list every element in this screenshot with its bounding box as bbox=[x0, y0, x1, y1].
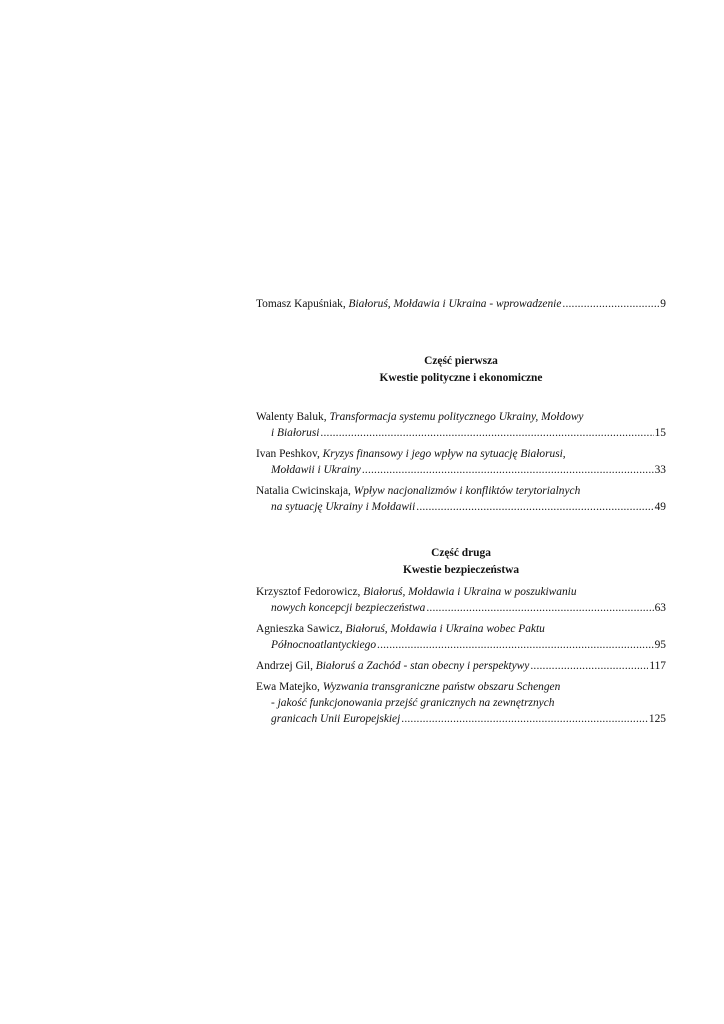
entry-title-continued: granicach Unii Europejskiej bbox=[271, 713, 401, 725]
dot-leader bbox=[362, 462, 654, 478]
dot-leader bbox=[530, 658, 648, 674]
dot-leader bbox=[377, 637, 654, 653]
entry-author: Andrzej Gil, bbox=[256, 660, 313, 672]
table-of-contents bbox=[256, 296, 666, 727]
toc-entry bbox=[256, 679, 666, 727]
entry-title: Wpływ nacjonalizmów i konfliktów terytorialnych bbox=[353, 485, 581, 497]
entry-author: Ivan Peshkov, bbox=[256, 448, 320, 460]
entry-title-continued: i Białorusi bbox=[271, 427, 320, 439]
entry-title-continued: Mołdawii i Ukrainy bbox=[271, 464, 361, 476]
toc-entry bbox=[256, 446, 666, 478]
entry-page-number: 15 bbox=[654, 427, 666, 439]
part1-subheading: Kwestie polityczne i ekonomiczne bbox=[379, 372, 543, 384]
entry-title: Białoruś, Mołdawia i Ukraina wobec Paktu bbox=[345, 623, 545, 635]
entry-page-number: 117 bbox=[649, 660, 666, 672]
entry-title: Białoruś, Mołdawia i Ukraina w poszukiwaniu bbox=[363, 586, 577, 598]
entry-page-number: 63 bbox=[654, 602, 666, 614]
entry-author: Ewa Matejko, bbox=[256, 681, 320, 693]
entry-page-number: 33 bbox=[654, 464, 666, 476]
entry-title-continued: nowych koncepcji bezpieczeństwa bbox=[271, 602, 426, 614]
entry-author: Natalia Cwicinskaja, bbox=[256, 485, 351, 497]
part2-heading: Część druga bbox=[431, 547, 491, 559]
dot-leader bbox=[562, 296, 659, 312]
entry-title-continued: na sytuację Ukrainy i Mołdawii bbox=[271, 501, 416, 513]
entry-title: Białoruś, Mołdawia i Ukraina - wprowadzenie bbox=[348, 298, 562, 310]
entry-title-continued: - jakość funkcjonowania przejść granicznych na zewnętrznych bbox=[271, 697, 555, 709]
toc-entry bbox=[256, 483, 666, 515]
dot-leader bbox=[416, 499, 653, 515]
entry-page-number: 49 bbox=[654, 501, 666, 513]
entry-page-number: 125 bbox=[648, 713, 666, 725]
part2-subheading: Kwestie bezpieczeństwa bbox=[402, 564, 520, 576]
entry-title: Transformacja systemu politycznego Ukrainy, Mołdowy bbox=[329, 411, 584, 423]
entry-author: Tomasz Kapuśniak, bbox=[256, 298, 346, 310]
entry-author: Krzysztof Fedorowicz, bbox=[256, 586, 361, 598]
toc-entry bbox=[256, 409, 666, 441]
entry-title: Kryzys finansowy i jego wpływ na sytuację Białorusi, bbox=[322, 448, 566, 460]
entry-author: Walenty Baluk, bbox=[256, 411, 327, 423]
toc-entry bbox=[256, 584, 666, 616]
entry-author: Agnieszka Sawicz, bbox=[256, 623, 343, 635]
toc-entry bbox=[256, 658, 666, 674]
toc-entry-intro bbox=[256, 296, 666, 312]
entry-title: Wyzwania transgraniczne państw obszaru Schengen bbox=[322, 681, 561, 693]
entry-page-number: 95 bbox=[654, 639, 666, 651]
toc-entry bbox=[256, 621, 666, 653]
dot-leader bbox=[401, 711, 648, 727]
entry-title: Białoruś a Zachód - stan obecny i perspektywy bbox=[315, 660, 530, 672]
part1-heading: Część pierwsza bbox=[424, 355, 498, 367]
dot-leader bbox=[320, 425, 653, 441]
entry-page-number: 9 bbox=[660, 298, 666, 310]
entry-title-continued: Północnoatlantyckiego bbox=[271, 639, 377, 651]
dot-leader bbox=[426, 600, 653, 616]
